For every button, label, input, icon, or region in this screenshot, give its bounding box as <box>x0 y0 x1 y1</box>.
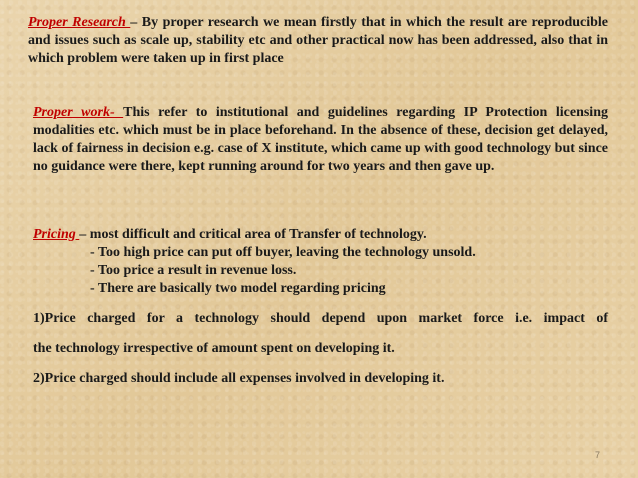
model-1-line-1: 1)Price charged for a technology should depend upon market force i.e. impact of <box>33 311 608 326</box>
model-1-line-2: the technology irrespective of amount spent on developing it. <box>33 341 395 356</box>
page-number: 7 <box>594 450 600 460</box>
proper-research-label: Proper Research <box>28 15 131 30</box>
model-2-text: 2)Price charged should include all expenses involved in developing it. <box>33 371 445 386</box>
pricing-label: Pricing <box>33 227 80 242</box>
proper-research-paragraph <box>28 14 608 68</box>
pricing-text: – most difficult and critical area of Transfer of technology. <box>79 227 427 242</box>
proper-work-text: This refer to institutional and guidelines regarding IP Protection licensing modalities etc. which must be in place beforehand. In the absence of these, decision get delayed, lack of fairness in decision e.g. case of X institute, which came up with good technology but since no guidance were there, kept running around for two years and then gave up. <box>33 105 608 174</box>
pricing-bullet: - There are basically two model regarding pricing <box>90 281 386 296</box>
proper-work-paragraph <box>33 104 608 176</box>
pricing-bullet: - Too high price can put off buyer, leaving the technology unsold. <box>90 245 476 260</box>
proper-work-label: Proper work- <box>33 105 124 120</box>
proper-research-text: – By proper research we mean firstly that in which the result are reproducible and issues such as scale up, stability etc and other practical now has been addressed, also that in which problem were taken up in first place <box>28 15 609 66</box>
pricing-section <box>33 226 608 298</box>
pricing-bullet: - Too price a result in revenue loss. <box>90 263 297 278</box>
